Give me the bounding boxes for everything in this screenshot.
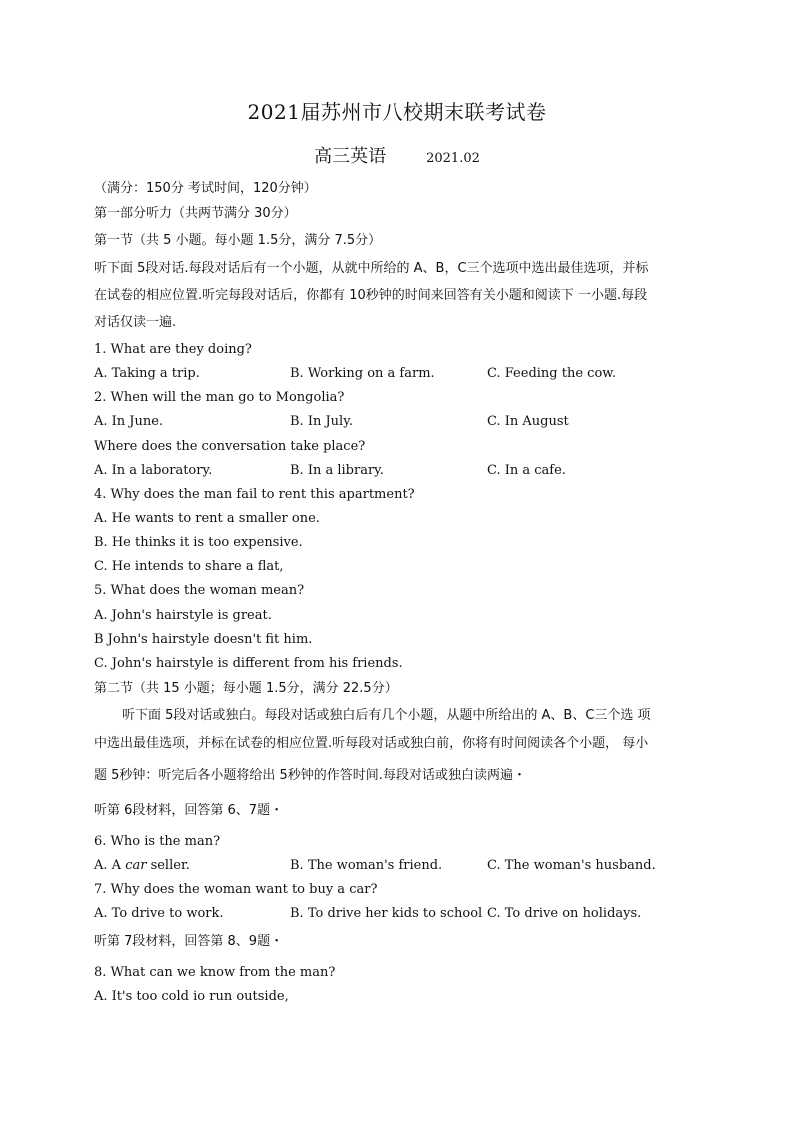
q6-stem: 6. Who is the man? [94, 834, 221, 849]
q2-option-a: A. In June. [94, 414, 164, 429]
q5-stem: 5. What does the woman mean? [94, 583, 305, 598]
exam-title: 2021届苏州市八校期末联考试卷 [247, 100, 547, 124]
q8-option-a: A. It's too cold io run outside, [94, 989, 289, 1004]
q1-stem: 1. What are they doing? [94, 342, 252, 357]
q7-option-a: A. To drive to work. [94, 906, 224, 921]
q5-option-b: B John's hairstyle doesn't fit him. [94, 632, 313, 647]
q5-option-a: A. John's hairstyle is great. [94, 608, 272, 623]
section2-heading: 第二节（共 15 小题；每小题 1.5分，满分 22.5分） [94, 681, 398, 696]
q2-stem: 2. When will the man go to Mongolia? [94, 390, 345, 405]
q7-option-c: C. To drive on holidays. [487, 906, 642, 921]
q3-option-c: C. In a cafe. [487, 463, 566, 478]
material6-heading: 听第 6段材料，回答第 6、7题・ [94, 803, 284, 818]
q4-option-c: C. He intends to share a flat, [94, 559, 284, 574]
q3-option-b: B. In a library. [290, 463, 384, 478]
q7-option-b: B. To drive her kids to school [290, 906, 483, 921]
section2-instructions-line1: 听下面 5段对话或独白。每段对话或独白后有几个小题，从题中所给出的 A、B、C三个选 项 [122, 708, 651, 723]
q6-option-c: C. The woman's husband. [487, 858, 656, 873]
q3-stem: Where does the conversation take place? [94, 439, 366, 454]
q7-stem: 7. Why does the woman want to buy a car? [94, 882, 378, 897]
q5-option-c: C. John's hairstyle is different from his friends. [94, 656, 403, 671]
section2-instructions-line2: 中选出最佳选项，并标在试卷的相应位置.听每段对话或独白前，你将有时间阅读各个小题， 每小 [94, 736, 649, 751]
exam-subtitle [0, 142, 794, 168]
q6-option-a-prefix: A. A [94, 858, 126, 873]
subject-name: 高三英语 [314, 146, 387, 167]
q8-stem: 8. What can we know from the man? [94, 965, 336, 980]
section2-instructions-line3: 题 5秒钟：听完后各小题将给出 5秒钟的作答时间.每段对话或独白读两遍・ [94, 768, 526, 783]
instructions1-line3: 对话仅读一遍. [94, 315, 177, 330]
q6-option-a [94, 857, 190, 875]
exam-date: 2021.02 [426, 151, 480, 166]
section1-heading: 第一节（共 5 小题。每小题 1.5分，满分 7.5分） [94, 233, 382, 248]
q6-option-a-italic: car [125, 858, 147, 873]
q1-option-a: A. Taking a trip. [94, 366, 200, 381]
q6-option-b: B. The woman's friend. [290, 858, 443, 873]
part1-heading: 第一部分听力（共两节满分 30分） [94, 206, 297, 221]
q2-option-c: C. In August [487, 414, 569, 429]
score-info: （满分：150分 考试时间，120分钟） [94, 181, 317, 196]
q4-option-b: B. He thinks it is too expensive. [94, 535, 303, 550]
q4-option-a: A. He wants to rent a smaller one. [94, 511, 320, 526]
q1-option-c: C. Feeding the cow. [487, 366, 616, 381]
q6-option-a-suffix: seller. [146, 858, 190, 873]
q3-option-a: A. In a laboratory. [94, 463, 213, 478]
instructions1-line1: 听下面 5段对话.每段对话后有一个小题，从就中所给的 A、B，C三个选项中选出最佳选项，并标 [94, 261, 649, 276]
q2-option-b: B. In July. [290, 414, 353, 429]
q1-option-b: B. Working on a farm. [290, 366, 435, 381]
material7-heading: 听第 7段材料，回答第 8、9题・ [94, 934, 284, 949]
q4-stem: 4. Why does the man fail to rent this apartment? [94, 487, 415, 502]
instructions1-line2: 在试卷的相应位置.听完每段对话后，你都有 10秒钟的时间来回答有关小题和阅读下 一小题.每段 [94, 288, 648, 303]
